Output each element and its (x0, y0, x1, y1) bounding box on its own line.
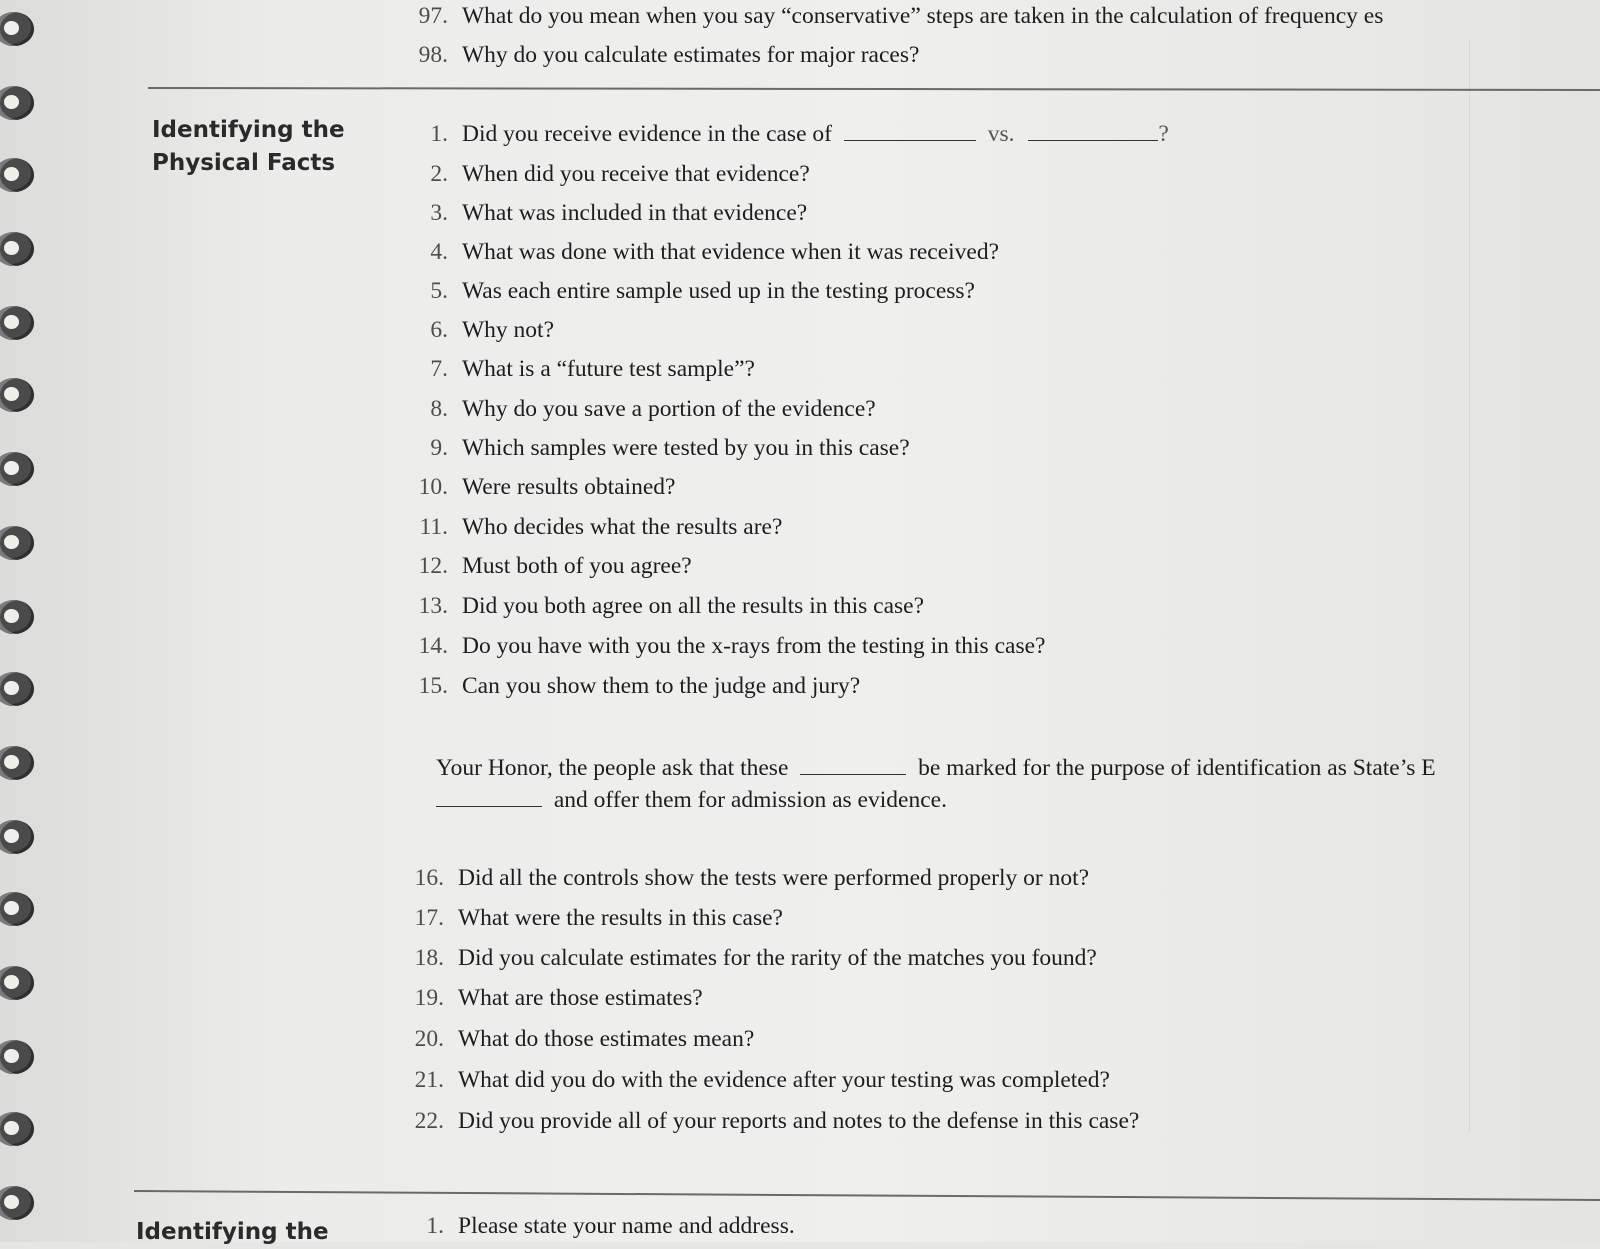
question-text: What did you do with the evidence after your testing was completed? (458, 1067, 1110, 1093)
question-number: 3. (430, 200, 448, 226)
question-text-pre: Did you receive evidence in the case of (462, 121, 832, 147)
question-number: 19. (414, 985, 444, 1011)
question-number: 1. (426, 1213, 444, 1239)
question-number: 13. (418, 593, 448, 619)
question-number: 5. (430, 278, 448, 304)
spiral-binding (0, 0, 44, 1242)
question-number: 6. (430, 317, 448, 343)
question-text: What do you mean when you say “conservative” steps are taken in the calculation of frequency es (462, 3, 1384, 29)
question-number: 17. (414, 905, 444, 931)
question-number: 14. (418, 633, 448, 659)
question-number: 22. (414, 1108, 444, 1134)
question-number: 16. (414, 865, 444, 891)
question-text-vs: vs. (987, 121, 1015, 147)
question-text: What was included in that evidence? (462, 200, 808, 226)
question-text: Do you have with you the x-rays from the testing in this case? (462, 633, 1046, 659)
question-text: Did you provide all of your reports and notes to the defense in this case? (458, 1108, 1140, 1134)
blank-line (1028, 120, 1158, 141)
question-number: 1. (430, 121, 448, 147)
question-text: Was each entire sample used up in the testing process? (462, 278, 975, 304)
section-label (152, 114, 345, 180)
question-text: Can you show them to the judge and jury? (462, 673, 861, 699)
section-divider (134, 1190, 1600, 1201)
question-text (462, 120, 1169, 148)
motion-line2 (436, 784, 1436, 816)
question-number: 98. (418, 42, 448, 68)
question-number: 20. (414, 1026, 444, 1052)
blank-line (844, 120, 976, 141)
question-number: 12. (418, 553, 448, 579)
question-text: What was done with that evidence when it was received? (462, 239, 1000, 265)
question-text: What are those estimates? (458, 985, 703, 1011)
question-number: 8. (430, 396, 448, 422)
question-number: 11. (419, 514, 448, 540)
question-text: Why do you calculate estimates for major races? (462, 42, 920, 68)
section-label-line1: Identifying the (136, 1219, 329, 1245)
question-number: 7. (430, 356, 448, 382)
question-text: Why not? (462, 317, 555, 343)
bleed-through-texture (1290, 40, 1470, 1160)
question-text: Why do you save a portion of the evidence? (462, 396, 876, 422)
question-number: 21. (414, 1067, 444, 1093)
question-text: Were results obtained? (462, 474, 676, 500)
motion-paragraph (436, 752, 1436, 816)
question-text-post: ? (1158, 121, 1169, 147)
motion-text-part2: be marked for the purpose of identification as State’s E (918, 755, 1436, 781)
question-text: Did all the controls show the tests were performed properly or not? (458, 865, 1090, 891)
question-text: Who decides what the results are? (462, 514, 783, 540)
question-text: Must both of you agree? (462, 553, 692, 579)
question-number: 4. (430, 239, 448, 265)
question-text: Did you both agree on all the results in this case? (462, 593, 925, 619)
question-text: What is a “future test sample”? (462, 356, 755, 382)
question-text: What do those estimates mean? (458, 1026, 755, 1052)
motion-text-part3: and offer them for admission as evidence. (553, 787, 947, 813)
question-text: Please state your name and address. (458, 1213, 795, 1239)
question-text: When did you receive that evidence? (462, 161, 810, 187)
section-label-line2: Physical Facts (152, 150, 336, 176)
blank-line (436, 786, 542, 807)
blank-line (800, 754, 906, 775)
question-text: Which samples were tested by you in this case? (462, 435, 910, 461)
question-text: What were the results in this case? (458, 905, 783, 931)
question-text: Did you calculate estimates for the rarity of the matches you found? (458, 945, 1097, 971)
motion-line1 (436, 752, 1436, 784)
question-number: 10. (418, 474, 448, 500)
section-label-2 (136, 1216, 329, 1249)
question-number: 18. (414, 945, 444, 971)
question-number: 2. (430, 161, 448, 187)
question-number: 97. (418, 3, 448, 29)
section-label-line1: Identifying the (152, 117, 345, 143)
question-number: 9. (430, 435, 448, 461)
question-number: 15. (418, 673, 448, 699)
motion-text-part1: Your Honor, the people ask that these (436, 755, 789, 781)
